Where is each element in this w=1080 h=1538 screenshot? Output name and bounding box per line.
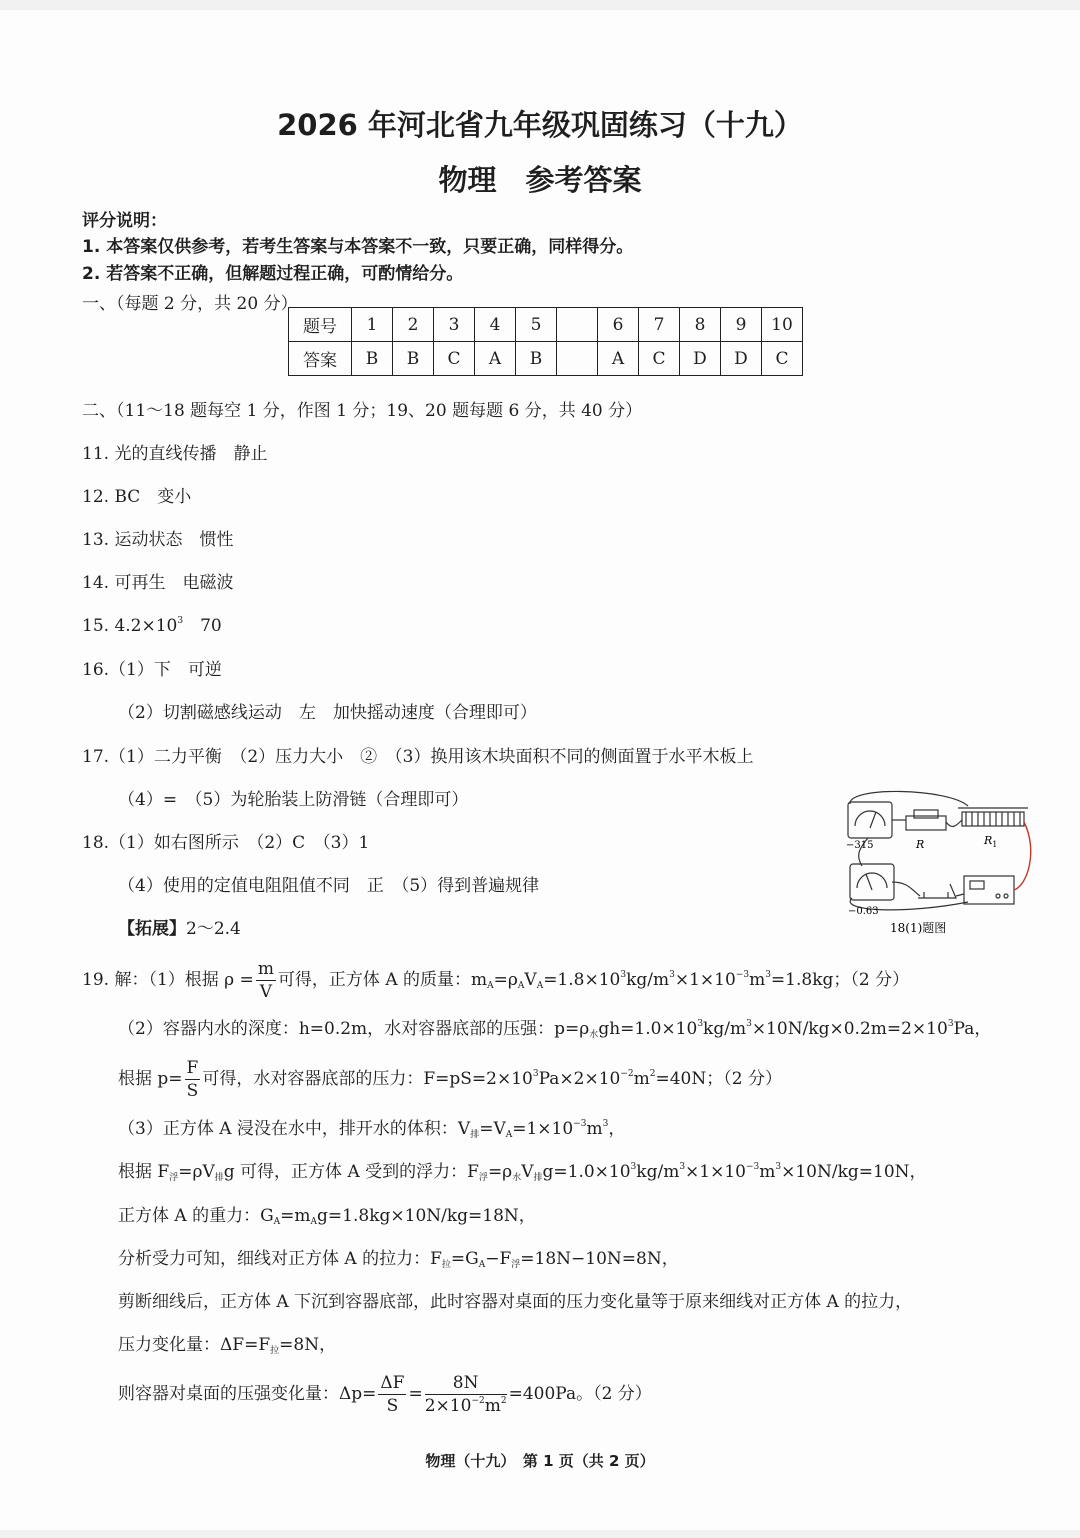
q19-line-4: （3）正方体 A 浸没在水中，排开水的体积：$V_排=V_A=1\times 10^{-3}m^3$， bbox=[118, 1119, 626, 1140]
fraction-8n-over-area: $\frac{8N}{2\times 10^{-2}m^2}$ bbox=[424, 1373, 507, 1416]
answer-18-2: （4）使用的定值电阻阻值不同 正 （5）得到普遍规律 bbox=[118, 876, 540, 896]
table-cell-gap bbox=[557, 308, 598, 342]
q19-line-9: 压力变化量：$\Delta F=F_拉=8N$， bbox=[118, 1335, 337, 1356]
table-cell: A bbox=[598, 342, 639, 376]
notes-heading: 评分说明： bbox=[82, 211, 167, 231]
table-cell: 10 bbox=[762, 308, 803, 342]
table-cell: 9 bbox=[721, 308, 762, 342]
answer-16-1: 16.（1）下 可逆 bbox=[82, 660, 222, 680]
circuit-figure bbox=[828, 790, 1038, 950]
table-cell: B bbox=[393, 342, 434, 376]
q19-line-10: 则容器对桌面的压强变化量：Δp= $\frac{\Delta F}{S}$ = $\frac{8N}{2\times 10^{-2}m^2}$ =400Pa。（2 分） bbox=[118, 1373, 652, 1416]
page-footer: 物理（十九） 第 1 页（共 2 页） bbox=[425, 1452, 655, 1470]
q19-line-7: 分析受力可知，细线对正方体 A 的拉力：$F_拉=G_A-F_浮=18N-10N=8N$， bbox=[118, 1249, 679, 1270]
fraction-df-over-s: $\frac{\Delta F}{S}$ bbox=[380, 1373, 405, 1416]
table-row-numbers bbox=[289, 308, 803, 342]
table-cell: C bbox=[639, 342, 680, 376]
table-cell: 3 bbox=[434, 308, 475, 342]
figure-caption: 18(1)题图 bbox=[890, 921, 947, 935]
q19-line-3: 根据 p= $\frac{F}{S}$ 可得，水对容器底部的压力：$F=pS=2\times 10^3Pa\times 2\times 10^{-2}m^2=40N$；（2 分） bbox=[118, 1058, 782, 1101]
table-row-answers bbox=[289, 342, 803, 376]
table-cell: B bbox=[516, 342, 557, 376]
answer-13: 13. 运动状态 惯性 bbox=[82, 530, 234, 550]
voltmeter-range-label: −0.63 bbox=[848, 906, 879, 917]
q19-line-2: （2）容器内水的深度：h=0.2m，水对容器底部的压强：$p=\rho_水gh=1.0\times 10^3kg/m^3\times 10N/kg\times 0.2m=2\times 10^3Pa$， bbox=[118, 1019, 992, 1040]
page-title: 2026 年河北省九年级巩固练习（十九） bbox=[277, 108, 803, 142]
page-subtitle: 物理 参考答案 bbox=[438, 163, 642, 197]
note-2: 2. 若答案不正确，但解题过程正确，可酌情给分。 bbox=[82, 264, 464, 284]
table-cell: 5 bbox=[516, 308, 557, 342]
q19-line-1: 19. 解：（1）根据 ρ = $\frac{m}{V}$ 可得，正方体 A 的质量：$m_A=\rho_AV_A=1.8\times 10^3kg/m^3\times 1\times 10^{-3}m^3=1.8kg$；（2 分） bbox=[82, 959, 910, 1002]
note-1: 1. 本答案仅供参考，若考生答案与本答案不一致，只要正确，同样得分。 bbox=[82, 237, 634, 257]
answer-14: 14. 可再生 电磁波 bbox=[82, 573, 234, 593]
table-label: 答案 bbox=[289, 342, 352, 376]
voltmeter-icon bbox=[850, 864, 894, 900]
answer-17-1: 17.（1）二力平衡 （2）压力大小 ② （3）换用该木块面积不同的侧面置于水平木板上 bbox=[82, 747, 754, 767]
answer-18-extension: 【拓展】2～2.4 bbox=[118, 919, 241, 939]
section2-heading: 二、（11～18 题每空 1 分，作图 1 分；19、20 题每题 6 分，共 40 分） bbox=[82, 401, 643, 421]
answer-table bbox=[288, 307, 803, 376]
table-cell: 2 bbox=[393, 308, 434, 342]
rheostat-icon bbox=[962, 812, 1024, 826]
resistor-label: R bbox=[916, 838, 925, 851]
table-cell: 8 bbox=[680, 308, 721, 342]
table-cell: D bbox=[721, 342, 762, 376]
switch-icon bbox=[918, 884, 956, 898]
answer-18-1: 18.（1）如右图所示 （2）C （3）1 bbox=[82, 833, 370, 853]
table-cell: A bbox=[475, 342, 516, 376]
fraction-m-over-v: $\frac{m}{V}$ bbox=[257, 959, 274, 1002]
q19-line-6: 正方体 A 的重力：$G_A=m_Ag=1.8kg\times 10N/kg=18N$， bbox=[118, 1206, 536, 1227]
table-cell: 4 bbox=[475, 308, 516, 342]
answer-11: 11. 光的直线传播 静止 bbox=[82, 444, 268, 464]
table-label: 题号 bbox=[289, 308, 352, 342]
table-cell: 7 bbox=[639, 308, 680, 342]
ammeter-range-label: −315 bbox=[846, 840, 874, 851]
answer-15: 15. $4.2\times 10^3$ 70 bbox=[82, 616, 222, 636]
section1-heading: 一、（每题 2 分，共 20 分） bbox=[82, 294, 298, 314]
table-cell: C bbox=[762, 342, 803, 376]
table-cell: 1 bbox=[352, 308, 393, 342]
answer-17-2: （4）= （5）为轮胎装上防滑链（合理即可） bbox=[118, 790, 469, 810]
table-cell: 6 bbox=[598, 308, 639, 342]
answer-16-2: （2）切割磁感线运动 左 加快摇动速度（合理即可） bbox=[118, 703, 537, 723]
table-cell: D bbox=[680, 342, 721, 376]
table-cell-gap bbox=[557, 342, 598, 376]
answer-12: 12. BC 变小 bbox=[82, 487, 192, 507]
table-cell: C bbox=[434, 342, 475, 376]
q19-line-5: 根据 $F_浮=\rho V_排g$ 可得，正方体 A 受到的浮力：$F_浮=\rho_水V_排g=1.0\times 10^3kg/m^3\times 1\times 10^{-3}m^3\times 10N/kg=10N$， bbox=[118, 1162, 927, 1183]
q19-line-8: 剪断细线后，正方体 A 下沉到容器底部，此时容器对桌面的压力变化量等于原来细线对正方体 A 的拉力， bbox=[118, 1292, 913, 1312]
power-supply-icon bbox=[964, 876, 1014, 904]
rheostat-label: $R_1$ bbox=[984, 834, 998, 849]
ammeter-icon bbox=[848, 802, 892, 838]
fraction-f-over-s: $\frac{F}{S}$ bbox=[186, 1058, 199, 1101]
table-cell: B bbox=[352, 342, 393, 376]
